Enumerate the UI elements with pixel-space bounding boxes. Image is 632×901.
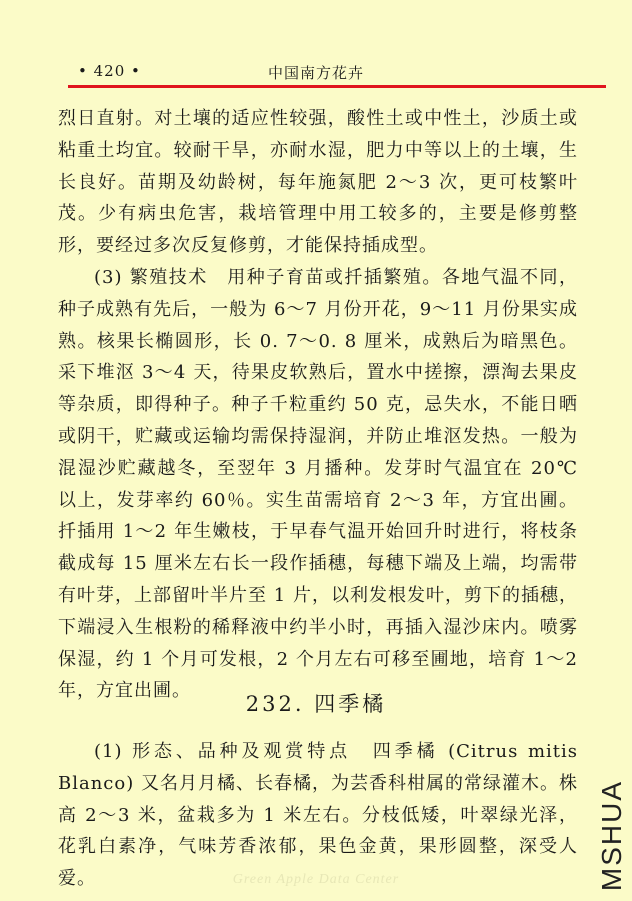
page-number: • 420 • [78,62,141,80]
header-rule [68,85,606,88]
side-stamp-text: MSHUA [596,780,627,892]
page-header [78,62,606,84]
paragraph-morphology: (1) 形态、品种及观赏特点 四季橘 (Citrus mitis Blanco) 又名月月橘、长春橘，为芸香科柑属的常绿灌木。株高 2～3 米，盆栽多为 1 米左右。分枝低矮，叶翠绿光泽，花乳白素净，气味芳香浓郁，果色金黄，果形圆整，深受人爱。 [58,741,578,890]
watermark: Green Apple Data Center [232,872,400,887]
body-text [58,103,578,707]
section-heading: 232. 四季橘 [245,692,387,716]
book-title: 中国南方花卉 [268,64,365,82]
paragraph-propagation: (3) 繁殖技术 用种子育苗或扦插繁殖。各地气温不同，种子成熟有先后，一般为 6～7 月份开花，9～11 月份果实成熟。核果长椭圆形，长 0. 7～0. 8 厘米，成熟后为暗黑色。采下堆沤 3～4 天，待果皮软熟后，置水中搓擦，漂淘去果皮等杂质，即得种子。种子千粒重约 50 克，忌失水，不能日晒或阴干，贮藏或运输均需保持湿润，并防止堆沤发热。一般为混湿沙贮藏越冬，至翌年 3 月播种。发芽时气温宜在 20℃ 以上，发芽率约 60％。实生苗需培育 2～3 年，方宜出圃。扦插用 1～2 年生嫩枝，于早春气温开始回升时进行，将枝条截成每 15 厘米左右长一段作插穗，每穗下端及上端，均需带有叶芽，上部留叶半片至 1 片，以利发根发叶，剪下的插穗，下端浸入生根粉的稀释液中约半小时，再插入湿沙床内。喷雾保湿，约 1 个月可发根，2 个月左右可移至圃地，培育 1～2 年，方宜出圃。 [58,266,578,702]
paragraph-continuation: 烈日直射。对土壤的适应性较强，酸性土或中性土，沙质土或粘重土均宜。较耐干旱，亦耐水湿，肥力中等以上的土壤，生长良好。苗期及幼龄树，每年施氮肥 2～3 次，更可枝繁叶茂。少有病虫危害，栽培管理中用工较多的，主要是修剪整形，要经过多次反复修剪，才能保持插成型。 [58,108,578,257]
